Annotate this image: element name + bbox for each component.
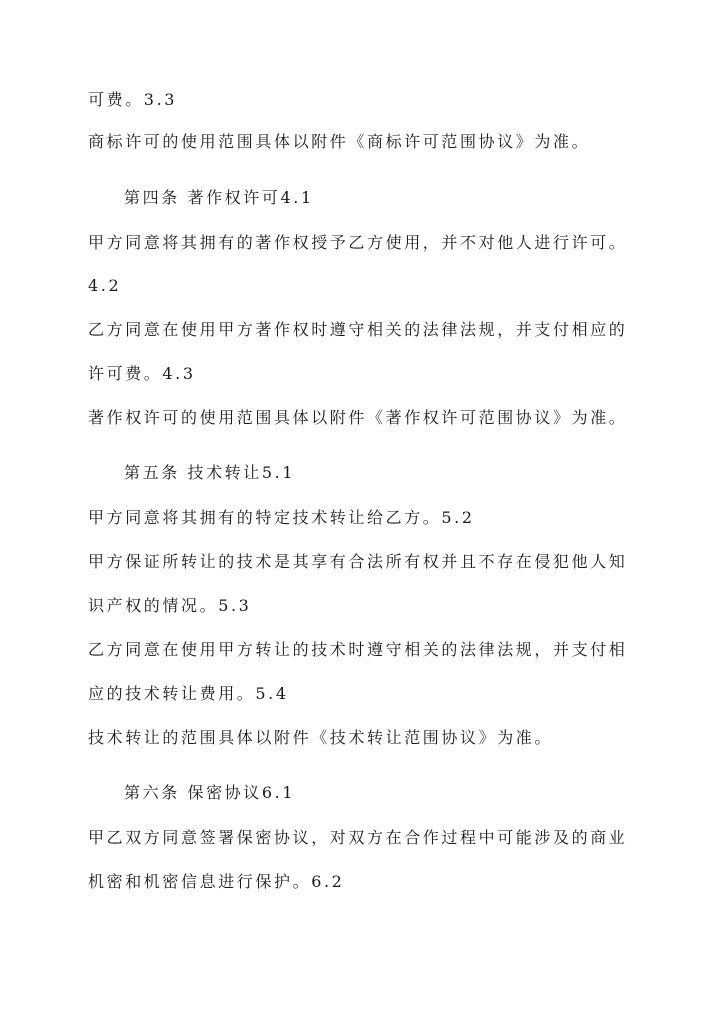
text-line: 乙方同意在使用甲方转让的技术时遵守相关的法律法规，并支付相 — [88, 640, 628, 659]
text-line: 4.2 — [88, 276, 122, 295]
section-heading-5: 第五条 技术转让5.1 — [124, 463, 296, 482]
text-line: 许可费。4.3 — [88, 364, 196, 383]
text-line: 乙方同意在使用甲方著作权时遵守相关的法律法规，并支付相应的 — [88, 320, 628, 339]
section-heading-4: 第四条 著作权许可4.1 — [124, 188, 314, 207]
text-line: 商标许可的使用范围具体以附件《商标许可范围协议》为准。 — [88, 132, 591, 151]
text-line: 甲乙双方同意签署保密协议，对双方在合作过程中可能涉及的商业 — [88, 828, 628, 847]
text-line: 应的技术转让费用。5.4 — [88, 684, 289, 703]
text-line: 机密和机密信息进行保护。6.2 — [88, 872, 345, 891]
text-line: 可费。3.3 — [88, 90, 178, 109]
text-line: 甲方同意将其拥有的特定技术转让给乙方。5.2 — [88, 508, 475, 527]
text-line: 甲方保证所转让的技术是其享有合法所有权并且不存在侵犯他人知 — [88, 552, 628, 571]
text-line: 甲方同意将其拥有的著作权授予乙方使用，并不对他人进行许可。 — [88, 233, 628, 252]
text-line: 识产权的情况。5.3 — [88, 596, 252, 615]
section-heading-6: 第六条 保密协议6.1 — [124, 783, 296, 802]
text-line: 技术转让的范围具体以附件《技术转让范围协议》为准。 — [88, 728, 554, 747]
text-line: 著作权许可的使用范围具体以附件《著作权许可范围协议》为准。 — [88, 408, 628, 427]
